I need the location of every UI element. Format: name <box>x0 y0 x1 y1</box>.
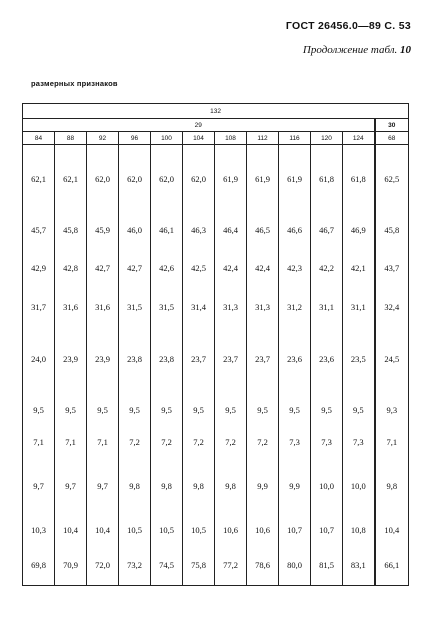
table-cell: 42,8 <box>55 247 87 289</box>
table-cell: 7,3 <box>343 427 375 457</box>
table-cell: 45,8 <box>55 213 87 247</box>
table-cell: 9,8 <box>375 457 409 515</box>
table-cell: 43,7 <box>375 247 409 289</box>
table-cell: 9,9 <box>247 457 279 515</box>
table-cell: 10,5 <box>119 515 151 545</box>
table-cell: 10,6 <box>247 515 279 545</box>
table-cell: 24,5 <box>375 325 409 393</box>
table-cell: 46,7 <box>311 213 343 247</box>
table-cell: 9,7 <box>55 457 87 515</box>
table-cell: 9,5 <box>151 393 183 427</box>
table-row <box>23 145 409 214</box>
table-cell: 46,0 <box>119 213 151 247</box>
table-cell: 23,5 <box>343 325 375 393</box>
table-cell: 9,7 <box>87 457 119 515</box>
table-continuation-label <box>303 44 411 56</box>
table-cell: 23,8 <box>119 325 151 393</box>
table-cell: 80,0 <box>279 545 311 586</box>
table-cell: 9,5 <box>23 393 55 427</box>
table-cell: 81,5 <box>311 545 343 586</box>
table-cell: 9,5 <box>247 393 279 427</box>
table-cell: 9,5 <box>183 393 215 427</box>
table-cell: 23,9 <box>55 325 87 393</box>
table-cell: 7,3 <box>279 427 311 457</box>
table-row <box>23 393 409 427</box>
table-cell: 31,6 <box>55 289 87 325</box>
header-group-29: 29 <box>23 119 375 132</box>
table-cell: 31,5 <box>151 289 183 325</box>
table-cell: 9,7 <box>23 457 55 515</box>
table-cell: 42,2 <box>311 247 343 289</box>
table-row <box>23 515 409 545</box>
dimensions-table <box>22 103 409 586</box>
table-cell: 75,8 <box>183 545 215 586</box>
table-row <box>23 247 409 289</box>
column-header: 124 <box>343 132 375 145</box>
table-cell: 62,1 <box>23 145 55 214</box>
table-cell: 23,6 <box>279 325 311 393</box>
table-cell: 7,1 <box>23 427 55 457</box>
table-cell: 7,1 <box>55 427 87 457</box>
table-row <box>23 545 409 586</box>
column-header: 96 <box>119 132 151 145</box>
table-row <box>23 427 409 457</box>
table-cell: 62,0 <box>183 145 215 214</box>
table-cell: 42,3 <box>279 247 311 289</box>
table-caption: размерных признаков <box>31 79 118 88</box>
standard-header: ГОСТ 26456.0—89 С. 53 <box>285 20 411 32</box>
table-cell: 42,9 <box>23 247 55 289</box>
table-cell: 62,5 <box>375 145 409 214</box>
table-cell: 62,0 <box>151 145 183 214</box>
table-cell: 31,4 <box>183 289 215 325</box>
table-cell: 46,6 <box>279 213 311 247</box>
table-row <box>23 325 409 393</box>
column-header: 104 <box>183 132 215 145</box>
table-cell: 24,0 <box>23 325 55 393</box>
table-cell: 42,7 <box>119 247 151 289</box>
header-cell-132: 132 <box>23 104 409 119</box>
table-cell: 31,2 <box>279 289 311 325</box>
table-cell: 10,6 <box>215 515 247 545</box>
table-cell: 70,9 <box>55 545 87 586</box>
table-cell: 46,4 <box>215 213 247 247</box>
table-cell: 61,8 <box>343 145 375 214</box>
table-cell: 62,1 <box>55 145 87 214</box>
table-cell: 42,7 <box>87 247 119 289</box>
column-header: 68 <box>375 132 409 145</box>
table-cell: 45,7 <box>23 213 55 247</box>
table-cell: 42,1 <box>343 247 375 289</box>
table-cell: 10,3 <box>23 515 55 545</box>
table-cell: 62,0 <box>87 145 119 214</box>
table-cell: 61,9 <box>247 145 279 214</box>
table-cell: 10,0 <box>311 457 343 515</box>
column-header: 120 <box>311 132 343 145</box>
table-cell: 74,5 <box>151 545 183 586</box>
table-cell: 7,2 <box>119 427 151 457</box>
table-cell: 10,5 <box>151 515 183 545</box>
table-cell: 9,5 <box>119 393 151 427</box>
table-cell: 10,0 <box>343 457 375 515</box>
table-cell: 31,1 <box>311 289 343 325</box>
table-cell: 31,3 <box>247 289 279 325</box>
table-cell: 7,2 <box>247 427 279 457</box>
table-cell: 45,8 <box>375 213 409 247</box>
table-cell: 9,9 <box>279 457 311 515</box>
table-cell: 7,1 <box>375 427 409 457</box>
table-cell: 73,2 <box>119 545 151 586</box>
table-cell: 46,5 <box>247 213 279 247</box>
table-cell: 10,4 <box>55 515 87 545</box>
column-header: 108 <box>215 132 247 145</box>
table-cell: 32,4 <box>375 289 409 325</box>
table-row <box>23 289 409 325</box>
table-cell: 23,6 <box>311 325 343 393</box>
table-cell: 23,8 <box>151 325 183 393</box>
table-cell: 10,8 <box>343 515 375 545</box>
table-cell: 23,7 <box>247 325 279 393</box>
table-cell: 23,7 <box>215 325 247 393</box>
table-cell: 42,4 <box>247 247 279 289</box>
table-cell: 10,7 <box>279 515 311 545</box>
table-cell: 9,8 <box>215 457 247 515</box>
table-cell: 78,6 <box>247 545 279 586</box>
table-cell: 23,9 <box>87 325 119 393</box>
header-group-30: 30 <box>375 119 409 132</box>
table-cell: 46,3 <box>183 213 215 247</box>
table-cell: 61,9 <box>215 145 247 214</box>
table-cell: 9,5 <box>55 393 87 427</box>
table-cell: 7,2 <box>215 427 247 457</box>
table-cell: 31,5 <box>119 289 151 325</box>
table-cell: 10,5 <box>183 515 215 545</box>
column-header: 116 <box>279 132 311 145</box>
table-cell: 9,8 <box>183 457 215 515</box>
table-cell: 7,2 <box>183 427 215 457</box>
table-cell: 31,3 <box>215 289 247 325</box>
table-row <box>23 457 409 515</box>
continuation-prefix: Продолжение табл. <box>302 44 398 56</box>
continuation-table-number: 10 <box>400 44 411 56</box>
table-cell: 46,9 <box>343 213 375 247</box>
table-cell: 9,5 <box>215 393 247 427</box>
table-cell: 66,1 <box>375 545 409 586</box>
table-cell: 10,4 <box>375 515 409 545</box>
table-cell: 31,1 <box>343 289 375 325</box>
table-cell: 7,3 <box>311 427 343 457</box>
table-cell: 9,3 <box>375 393 409 427</box>
table-cell: 9,5 <box>87 393 119 427</box>
table-cell: 72,0 <box>87 545 119 586</box>
column-header: 92 <box>87 132 119 145</box>
column-header: 88 <box>55 132 87 145</box>
table-cell: 9,8 <box>119 457 151 515</box>
column-header: 112 <box>247 132 279 145</box>
table-cell: 31,7 <box>23 289 55 325</box>
table-cell: 9,5 <box>343 393 375 427</box>
table-cell: 7,2 <box>151 427 183 457</box>
table-cell: 45,9 <box>87 213 119 247</box>
table-cell: 62,0 <box>119 145 151 214</box>
table-cell: 83,1 <box>343 545 375 586</box>
table-cell: 9,8 <box>151 457 183 515</box>
table-row <box>23 213 409 247</box>
table-cell: 46,1 <box>151 213 183 247</box>
table-cell: 10,7 <box>311 515 343 545</box>
table-cell: 10,4 <box>87 515 119 545</box>
table-cell: 23,7 <box>183 325 215 393</box>
table-body <box>23 145 409 586</box>
table-cell: 9,5 <box>311 393 343 427</box>
table-cell: 7,1 <box>87 427 119 457</box>
table-cell: 77,2 <box>215 545 247 586</box>
table-cell: 61,8 <box>311 145 343 214</box>
table-cell: 31,6 <box>87 289 119 325</box>
table-cell: 42,4 <box>215 247 247 289</box>
table-cell: 61,9 <box>279 145 311 214</box>
table-cell: 42,5 <box>183 247 215 289</box>
column-header: 100 <box>151 132 183 145</box>
table-cell: 9,5 <box>279 393 311 427</box>
column-header: 84 <box>23 132 55 145</box>
table-cell: 42,6 <box>151 247 183 289</box>
table-cell: 69,8 <box>23 545 55 586</box>
column-header-row <box>23 132 409 145</box>
